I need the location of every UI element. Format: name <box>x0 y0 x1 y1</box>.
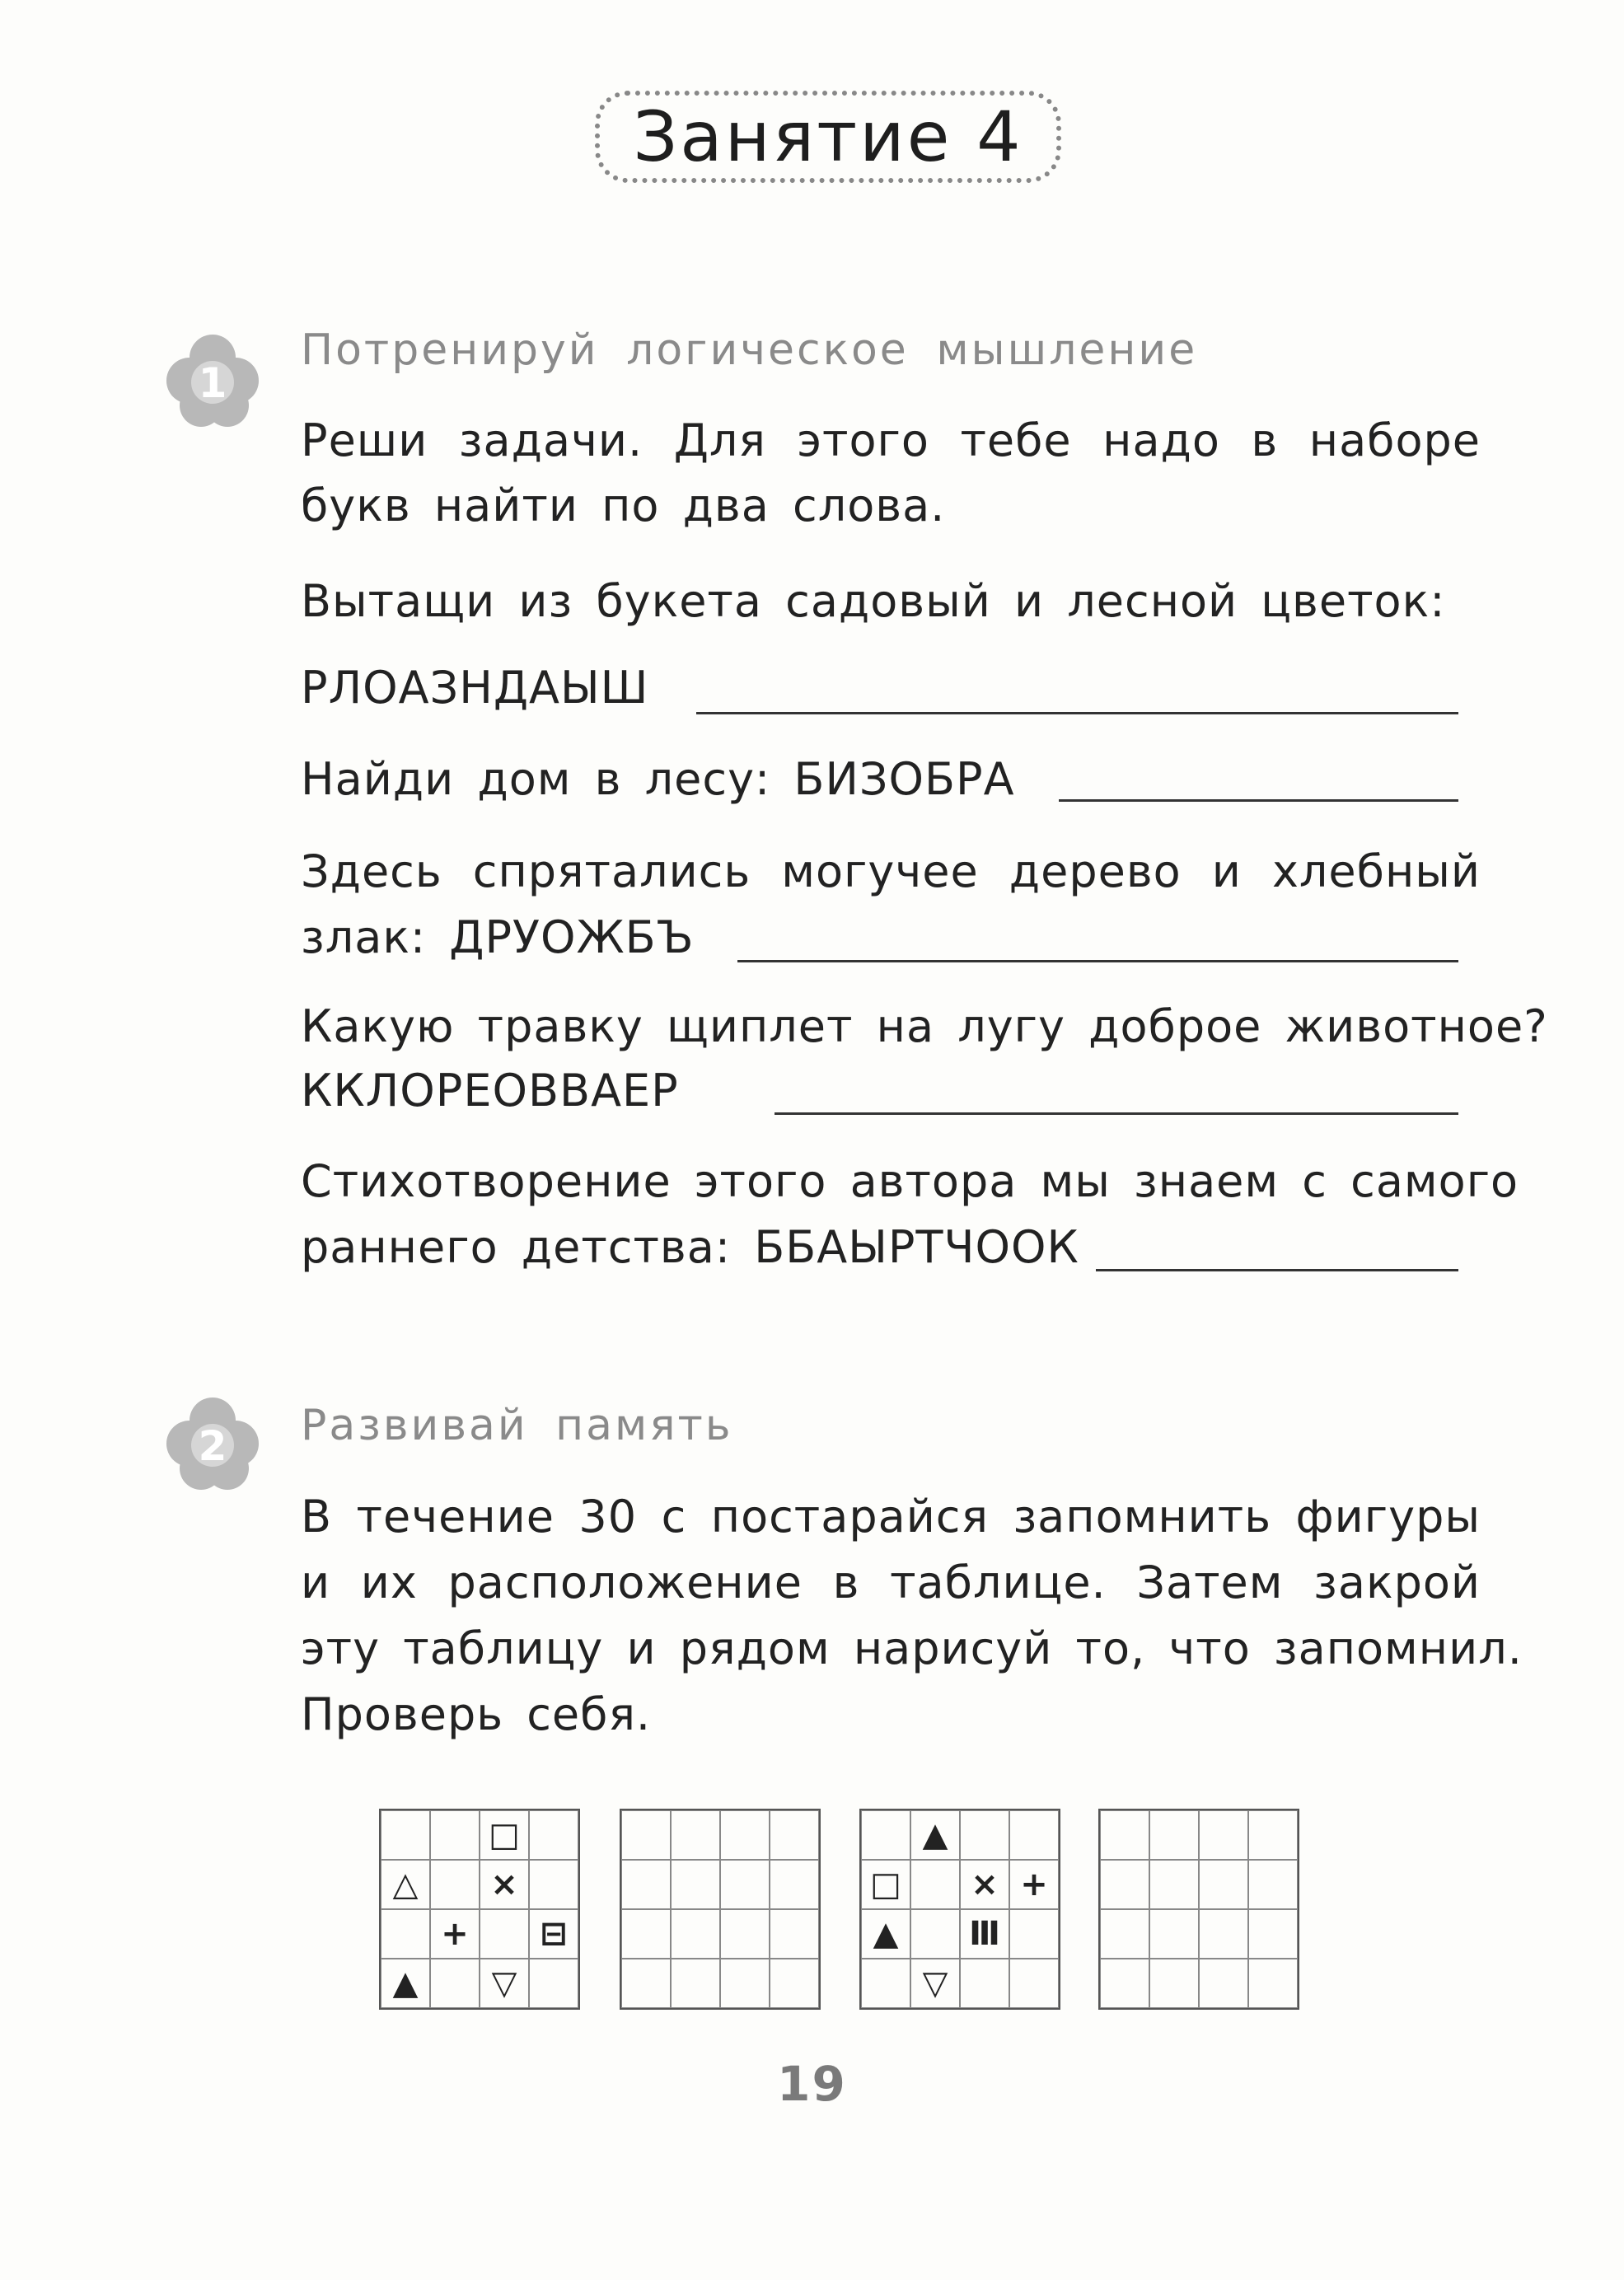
answer-line[interactable] <box>775 1112 1458 1115</box>
grid-cell[interactable] <box>1149 1959 1199 2008</box>
grid-cell <box>1009 1810 1059 1860</box>
grid-cell: ▲ <box>381 1959 430 2008</box>
grid-cell[interactable] <box>621 1959 671 2008</box>
grid-cell[interactable] <box>1149 1810 1199 1860</box>
grid-cell[interactable] <box>671 1909 720 1959</box>
grid-cell[interactable] <box>1100 1860 1149 1909</box>
instruction-line: Реши задачи. Для этого тебе надо в наборе <box>301 414 1481 466</box>
grid-cell: Ⅲ <box>960 1909 1009 1959</box>
instruction-line: Проверь себя. <box>301 1688 652 1740</box>
badge-number: 2 <box>198 1422 227 1470</box>
memory-grid-blank-2[interactable] <box>1098 1809 1299 2010</box>
lesson-title: Занятие 4 <box>633 96 1023 177</box>
grid-cell <box>381 1909 430 1959</box>
grid-cell <box>529 1860 578 1909</box>
grid-cell: + <box>1009 1860 1059 1909</box>
grid-cell: + <box>430 1909 480 1959</box>
grid-cell <box>1009 1909 1059 1959</box>
instruction-line: и их расположение в таблице. Затем закрой <box>301 1557 1481 1608</box>
grid-cell[interactable] <box>1149 1909 1199 1959</box>
grid-cell[interactable] <box>1248 1959 1298 2008</box>
grid-cell[interactable] <box>671 1959 720 2008</box>
grid-cell: △ <box>381 1860 430 1909</box>
memory-grid-blank-1[interactable] <box>620 1809 821 2010</box>
grid-cell <box>480 1909 529 1959</box>
grid-cell <box>910 1860 960 1909</box>
grid-cell[interactable] <box>720 1810 770 1860</box>
flower-badge-icon <box>161 330 264 432</box>
task-letters: ККЛОРЕОВВАЕР <box>301 1065 679 1117</box>
grid-cell[interactable] <box>720 1860 770 1909</box>
grid-cell <box>529 1810 578 1860</box>
grid-cell <box>430 1959 480 2008</box>
grid-cell[interactable] <box>1248 1810 1298 1860</box>
grid-cell <box>529 1959 578 2008</box>
instruction-line: В течение 30 с постарайся запомнить фигуры <box>301 1491 1481 1543</box>
grid-cell[interactable] <box>1248 1860 1298 1909</box>
instruction-line: эту таблицу и рядом нарисуй то, что запомнил. <box>301 1622 1523 1674</box>
task-letters: РЛОАЗНДАЫШ <box>301 662 649 714</box>
grid-cell[interactable] <box>671 1810 720 1860</box>
page-number: 19 <box>777 2056 847 2112</box>
task-question: Какую травку щиплет на лугу доброе животное? <box>301 1000 1548 1052</box>
task-question: Найди дом в лесу: БИЗОБРА <box>301 753 1015 805</box>
answer-line[interactable] <box>1096 1269 1458 1271</box>
grid-cell[interactable] <box>720 1959 770 2008</box>
instruction-line: букв найти по два слова. <box>301 480 946 531</box>
task-question: Здесь спрятались могучее дерево и хлебный <box>301 845 1481 897</box>
grid-cell: □ <box>861 1860 910 1909</box>
grid-cell <box>861 1959 910 2008</box>
grid-cell <box>861 1810 910 1860</box>
task-question: раннего детства: ББАЫРТЧООК <box>301 1221 1079 1273</box>
grid-cell <box>1009 1959 1059 2008</box>
grid-cell <box>430 1810 480 1860</box>
grid-cell <box>910 1909 960 1959</box>
grid-cell <box>960 1959 1009 2008</box>
grid-cell: ⊟ <box>529 1909 578 1959</box>
grid-cell: ▲ <box>910 1810 960 1860</box>
grid-cell[interactable] <box>1248 1909 1298 1959</box>
grid-cell: ▲ <box>861 1909 910 1959</box>
grid-cell <box>430 1860 480 1909</box>
memory-grid-sample-2 <box>859 1809 1060 2010</box>
grid-cell[interactable] <box>621 1860 671 1909</box>
task-question: Вытащи из букета садовый и лесной цветок: <box>301 575 1446 627</box>
answer-line[interactable] <box>1059 799 1458 802</box>
grid-cell[interactable] <box>621 1909 671 1959</box>
grid-cell: ▽ <box>910 1959 960 2008</box>
memory-grid-sample-1 <box>379 1809 580 2010</box>
grid-cell[interactable] <box>770 1959 819 2008</box>
grid-cell[interactable] <box>720 1909 770 1959</box>
grid-cell: × <box>960 1860 1009 1909</box>
grid-cell[interactable] <box>671 1860 720 1909</box>
task-question: злак: ДРУОЖБЪ <box>301 911 695 963</box>
badge-number: 1 <box>198 359 227 407</box>
answer-line[interactable] <box>737 960 1458 962</box>
section-title: Развивай память <box>301 1401 733 1450</box>
grid-cell[interactable] <box>1199 1909 1248 1959</box>
lesson-title-frame <box>595 91 1061 183</box>
grid-cell <box>960 1810 1009 1860</box>
grid-cell[interactable] <box>621 1810 671 1860</box>
grid-cell[interactable] <box>770 1909 819 1959</box>
grid-cell[interactable] <box>1100 1909 1149 1959</box>
task-question: Стихотворение этого автора мы знаем с самого <box>301 1155 1519 1207</box>
grid-cell: × <box>480 1860 529 1909</box>
grid-cell[interactable] <box>770 1860 819 1909</box>
flower-badge-icon <box>161 1393 264 1495</box>
grid-cell[interactable] <box>1199 1860 1248 1909</box>
grid-cell: □ <box>480 1810 529 1860</box>
grid-cell[interactable] <box>1199 1959 1248 2008</box>
grid-cell[interactable] <box>1100 1959 1149 2008</box>
grid-cell: ▽ <box>480 1959 529 2008</box>
grid-cell[interactable] <box>770 1810 819 1860</box>
answer-line[interactable] <box>696 712 1458 714</box>
grid-cell[interactable] <box>1199 1810 1248 1860</box>
grid-cell[interactable] <box>1149 1860 1199 1909</box>
grid-cell <box>381 1810 430 1860</box>
grid-cell[interactable] <box>1100 1810 1149 1860</box>
section-title: Потренируй логическое мышление <box>301 325 1198 375</box>
